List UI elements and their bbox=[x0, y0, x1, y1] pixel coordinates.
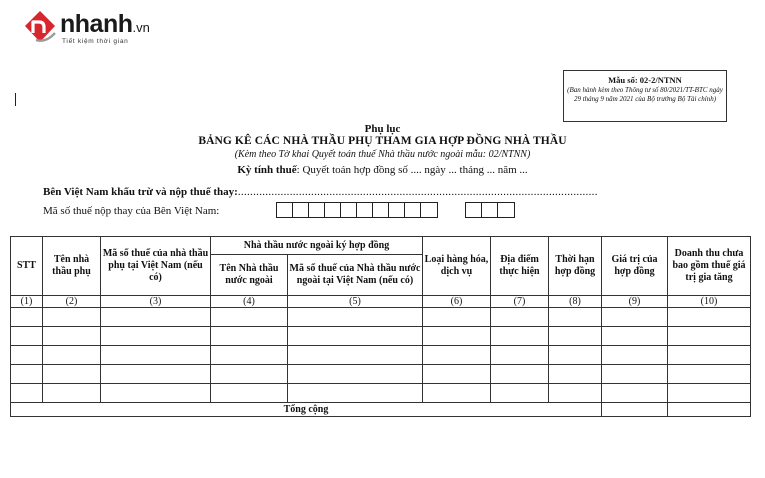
table-cell[interactable] bbox=[101, 308, 211, 327]
column-number: (9) bbox=[602, 296, 668, 308]
table-row bbox=[11, 308, 751, 327]
table-cell[interactable] bbox=[549, 365, 602, 384]
header-foreign-contractor-tax-code: Mã số thuế của Nhà thầu nước ngoài tại Việt Nam (nếu có) bbox=[288, 255, 423, 296]
table-cell[interactable] bbox=[423, 365, 491, 384]
nhanh-logo bbox=[22, 9, 182, 49]
tax-code-digit-box[interactable] bbox=[277, 203, 293, 217]
tax-code-digit-box[interactable] bbox=[373, 203, 389, 217]
tax-code-digit-box[interactable] bbox=[309, 203, 325, 217]
text-cursor bbox=[15, 93, 16, 106]
total-contract-value-cell[interactable] bbox=[602, 403, 668, 417]
header-subcontractor-tax-code: Mã số thuế của nhà thầu phụ tại Việt Nam (nếu có) bbox=[101, 237, 211, 296]
table-cell[interactable] bbox=[423, 346, 491, 365]
column-number: (5) bbox=[288, 296, 423, 308]
table-cell[interactable] bbox=[602, 365, 668, 384]
document-title: BẢNG KÊ CÁC NHÀ THẦU PHỤ THAM GIA HỢP ĐỒNG NHÀ THẦU bbox=[198, 135, 567, 147]
withholder-fill-dots: ...................................................................................................................... bbox=[237, 186, 598, 198]
table-cell[interactable] bbox=[288, 346, 423, 365]
column-number-row bbox=[11, 296, 751, 308]
table-cell[interactable] bbox=[549, 384, 602, 403]
table-cell[interactable] bbox=[491, 346, 549, 365]
appendix-heading: Phụ lục bbox=[364, 123, 401, 135]
table-cell[interactable] bbox=[101, 384, 211, 403]
table-cell[interactable] bbox=[11, 308, 43, 327]
table-cell[interactable] bbox=[211, 384, 288, 403]
table-cell[interactable] bbox=[668, 346, 751, 365]
table-cell[interactable] bbox=[211, 308, 288, 327]
table-cell[interactable] bbox=[549, 346, 602, 365]
logo-tagline: Tiết kiệm thời gian bbox=[62, 38, 129, 45]
column-number: (4) bbox=[211, 296, 288, 308]
header-location: Địa điểm thực hiện bbox=[491, 237, 549, 296]
table-cell[interactable] bbox=[11, 327, 43, 346]
table-cell[interactable] bbox=[423, 327, 491, 346]
form-issuance-note: (Ban hành kèm theo Thông tư số 80/2021/TT-BTC ngày 29 tháng 9 năm 2021 của Bộ trưởng Bộ Tài chính) bbox=[567, 86, 723, 103]
withholder-label: Bên Việt Nam khấu trừ và nộp thuế thay: bbox=[43, 186, 238, 198]
tax-code-digit-box[interactable] bbox=[389, 203, 405, 217]
subcontractor-table bbox=[10, 236, 751, 417]
branch-code-boxes[interactable] bbox=[465, 202, 515, 218]
table-cell[interactable] bbox=[43, 308, 101, 327]
table-cell[interactable] bbox=[288, 327, 423, 346]
column-number: (8) bbox=[549, 296, 602, 308]
table-cell[interactable] bbox=[549, 327, 602, 346]
table-cell[interactable] bbox=[423, 308, 491, 327]
table-cell[interactable] bbox=[549, 308, 602, 327]
table-cell[interactable] bbox=[288, 308, 423, 327]
tax-code-digit-box[interactable] bbox=[405, 203, 421, 217]
column-number: (1) bbox=[11, 296, 43, 308]
tax-code-digit-box[interactable] bbox=[325, 203, 341, 217]
total-row bbox=[11, 403, 751, 417]
table-cell[interactable] bbox=[43, 365, 101, 384]
table-cell[interactable] bbox=[668, 365, 751, 384]
table-cell[interactable] bbox=[491, 384, 549, 403]
tax-code-boxes[interactable] bbox=[276, 202, 438, 218]
form-number: Mẫu số: 02-2/NTNN bbox=[608, 75, 682, 85]
table-cell[interactable] bbox=[43, 384, 101, 403]
total-revenue-cell[interactable] bbox=[668, 403, 751, 417]
nhanh-logo-icon bbox=[22, 9, 58, 45]
table-cell[interactable] bbox=[211, 365, 288, 384]
header-stt: STT bbox=[11, 237, 43, 296]
table-cell[interactable] bbox=[288, 384, 423, 403]
tax-code-digit-box[interactable] bbox=[341, 203, 357, 217]
column-number: (2) bbox=[43, 296, 101, 308]
table-cell[interactable] bbox=[101, 346, 211, 365]
table-cell[interactable] bbox=[602, 327, 668, 346]
table-cell[interactable] bbox=[11, 384, 43, 403]
table-cell[interactable] bbox=[602, 346, 668, 365]
table-cell[interactable] bbox=[668, 308, 751, 327]
header-foreign-contractor-name: Tên Nhà thầu nước ngoài bbox=[211, 255, 288, 296]
table-cell[interactable] bbox=[43, 327, 101, 346]
header-contract-value: Giá trị của hợp đồng bbox=[602, 237, 668, 296]
tax-code-digit-box[interactable] bbox=[482, 203, 498, 217]
table-row bbox=[11, 346, 751, 365]
tax-code-label: Mã số thuế nộp thay của Bên Việt Nam: bbox=[43, 205, 220, 217]
table-cell[interactable] bbox=[491, 308, 549, 327]
table-cell[interactable] bbox=[11, 365, 43, 384]
table-cell[interactable] bbox=[101, 327, 211, 346]
header-revenue-excl-vat: Doanh thu chưa bao gồm thuế giá trị gia tăng bbox=[668, 237, 751, 296]
tax-code-digit-box[interactable] bbox=[293, 203, 309, 217]
table-cell[interactable] bbox=[101, 365, 211, 384]
table-cell[interactable] bbox=[11, 346, 43, 365]
header-contract-duration: Thời hạn hợp đồng bbox=[549, 237, 602, 296]
table-cell[interactable] bbox=[668, 327, 751, 346]
tax-code-digit-box[interactable] bbox=[466, 203, 482, 217]
tax-code-digit-box[interactable] bbox=[498, 203, 514, 217]
table-body bbox=[11, 308, 751, 403]
table-cell[interactable] bbox=[668, 384, 751, 403]
column-number: (10) bbox=[668, 296, 751, 308]
tax-period-label: Kỳ tính thuế bbox=[237, 164, 297, 176]
table-cell[interactable] bbox=[602, 384, 668, 403]
header-subcontractor-name: Tên nhà thầu phụ bbox=[43, 237, 101, 296]
column-number: (6) bbox=[423, 296, 491, 308]
tax-code-digit-box[interactable] bbox=[357, 203, 373, 217]
form-number-box bbox=[563, 70, 727, 122]
table-cell[interactable] bbox=[423, 384, 491, 403]
tax-period-line bbox=[0, 164, 765, 176]
withholder-line bbox=[43, 186, 598, 198]
tax-code-digit-box[interactable] bbox=[421, 203, 437, 217]
total-label: Tổng cộng bbox=[11, 403, 602, 417]
column-number: (7) bbox=[491, 296, 549, 308]
tax-period-value: : Quyết toán hợp đồng số .... ngày ... tháng ... năm ... bbox=[296, 164, 528, 176]
table-cell[interactable] bbox=[43, 346, 101, 365]
document-subtitle: (Kèm theo Tờ khai Quyết toán thuế Nhà thầu nước ngoài mẫu: 02/NTNN) bbox=[234, 149, 531, 160]
table-cell[interactable] bbox=[602, 308, 668, 327]
table-cell[interactable] bbox=[211, 346, 288, 365]
logo-wordmark: nhanh.vn bbox=[60, 10, 150, 38]
table-row bbox=[11, 327, 751, 346]
header-goods-services-type: Loại hàng hóa, dịch vụ bbox=[423, 237, 491, 296]
table-cell[interactable] bbox=[288, 365, 423, 384]
table-row bbox=[11, 384, 751, 403]
header-foreign-contractor-group: Nhà thầu nước ngoài ký hợp đồng bbox=[211, 237, 423, 255]
column-number: (3) bbox=[101, 296, 211, 308]
table-cell[interactable] bbox=[211, 327, 288, 346]
table-cell[interactable] bbox=[491, 365, 549, 384]
table-row bbox=[11, 365, 751, 384]
table-cell[interactable] bbox=[491, 327, 549, 346]
